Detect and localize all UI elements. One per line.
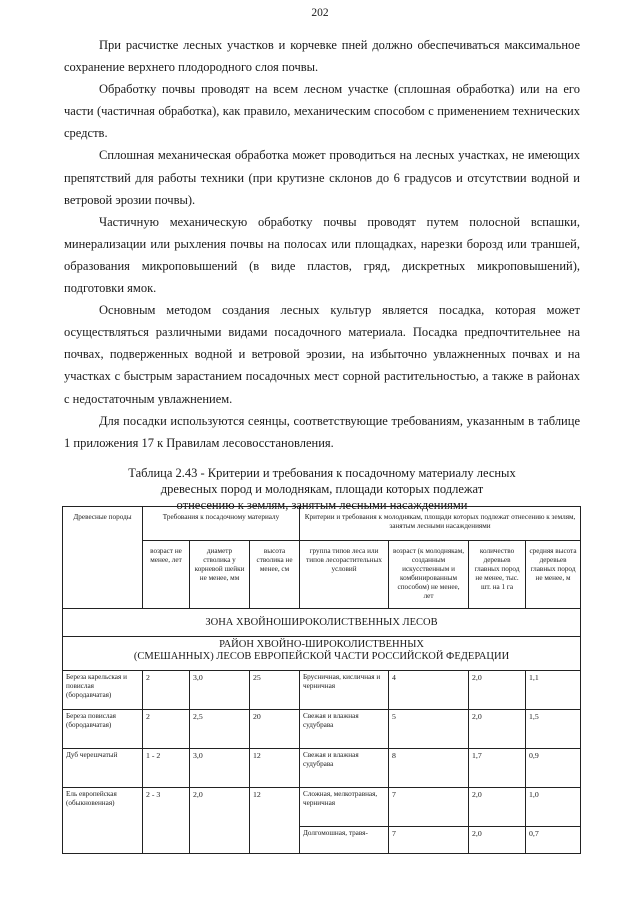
tree-count-cell: 2,0 (469, 788, 526, 827)
header-mean-height: средняя высота деревьев главных пород не менее, м (526, 541, 581, 609)
header-collar-diameter: диаметр стволика у корневой шейки не менее, мм (190, 541, 250, 609)
table-row (63, 710, 581, 749)
table-row (63, 749, 581, 788)
header-age: возраст не менее, лет (143, 541, 190, 609)
diameter-cell: 3,0 (190, 749, 250, 788)
table-caption-line: Таблица 2.43 - Критерии и требования к посадочному материалу лесных (128, 466, 516, 480)
paragraph: Основным методом создания лесных культур является посадка, которая может осуществляться различными видами посадочного материала. Посадка предпочтительнее на почвах, подверженных водной и ветровой эрозии, на избыточно увлажненных почвах и на участках с быстрым зарастанием посадочных мест сорной растительностью, а также в районах с недостаточным увлажнением. (64, 303, 580, 406)
mean-height-cell: 0,7 (526, 827, 581, 854)
header-forest-type-group: группа типов леса или типов лесорастительных условий (300, 541, 389, 609)
diameter-cell: 2,0 (190, 788, 250, 854)
species-cell: Береза повислая (бородавчатая) (63, 710, 143, 749)
paragraph: Обработку почвы проводят на всем лесном участке (сплошная обработка) или на его части (частичная обработка), как правило, механическим способом с применением технических средств. (64, 82, 580, 141)
age-cell: 2 (143, 710, 190, 749)
header-row (63, 507, 581, 541)
mean-height-cell: 0,9 (526, 749, 581, 788)
mean-height-cell: 1,1 (526, 671, 581, 710)
requirements-table (62, 506, 581, 854)
forest-type-cell: Брусничная, кисличная и черничная (300, 671, 389, 710)
header-young-stands: Критерии и требования к молоднякам, площади которых подлежат отнесению к землям, занятым лесными насаждениями (300, 507, 581, 541)
page-number: 202 (311, 7, 329, 19)
header-main-tree-count: количество деревьев главных пород не менее, тыс. шт. на 1 га (469, 541, 526, 609)
height-cell: 12 (250, 788, 300, 854)
diameter-cell: 3,0 (190, 671, 250, 710)
forest-type-cell: Свежая и влажная судубрава (300, 710, 389, 749)
tree-count-cell: 2,0 (469, 710, 526, 749)
age-cell: 2 - 3 (143, 788, 190, 854)
mean-height-cell: 1,0 (526, 788, 581, 827)
tree-count-cell: 2,0 (469, 827, 526, 854)
body-text (64, 34, 580, 454)
height-cell: 25 (250, 671, 300, 710)
forest-type-cell: Сложная, мелкотравная, черничная (300, 788, 389, 827)
stand-age-cell: 7 (389, 827, 469, 854)
paragraph: Для посадки используются сеянцы, соответствующие требованиям, указанным в таблице 1 приложения 17 к Правилам лесовосстановления. (64, 413, 580, 450)
paragraph: Сплошная механическая обработка может проводиться на лесных участках, не имеющих препятствий для работы техники (при крутизне склонов до 6 градусов и отсутствии водной и ветровой эрозии почвы). (64, 148, 580, 207)
region-title-line: РАЙОН ХВОЙНО-ШИРОКОЛИСТВЕННЫХ (219, 639, 424, 650)
height-cell: 20 (250, 710, 300, 749)
header-species: Древесные породы (63, 507, 143, 609)
forest-type-cell: Долгомошная, травя- (300, 827, 389, 854)
forest-type-cell: Свежая и влажная судубрава (300, 749, 389, 788)
zone-row (63, 609, 581, 637)
table-row (63, 671, 581, 710)
species-cell: Ель европейская (обыкновенная) (63, 788, 143, 854)
region-title-line: (СМЕШАННЫХ) ЛЕСОВ ЕВРОПЕЙСКОЙ ЧАСТИ РОССИЙСКОЙ ФЕДЕРАЦИИ (133, 651, 510, 662)
mean-height-cell: 1,5 (526, 710, 581, 749)
stand-age-cell: 8 (389, 749, 469, 788)
height-cell: 12 (250, 749, 300, 788)
stand-age-cell: 4 (389, 671, 469, 710)
region-title (63, 637, 581, 671)
species-cell: Береза карельская и повислая (бородавчатая) (63, 671, 143, 710)
age-cell: 2 (143, 671, 190, 710)
header-height: высота стволика не менее, см (250, 541, 300, 609)
table-row (63, 788, 581, 827)
tree-count-cell: 2,0 (469, 671, 526, 710)
stand-age-cell: 7 (389, 788, 469, 827)
table-caption-line: отнесению к землям, занятым лесными насаждениями (176, 498, 468, 512)
region-row (63, 637, 581, 671)
header-planting-material: Требования к посадочному материалу (143, 507, 300, 541)
table-caption-line: древесных пород и молоднякам, площади которых подлежат (160, 482, 484, 496)
age-cell: 1 - 2 (143, 749, 190, 788)
paragraph: При расчистке лесных участков и корчевке пней должно обеспечиваться максимальное сохранение верхнего плодородного слоя почвы. (64, 38, 580, 75)
header-stand-age: возраст (к молоднякам, созданным искусственным и комбинированным способом) не менее, лет (389, 541, 469, 609)
tree-count-cell: 1,7 (469, 749, 526, 788)
species-cell: Дуб черешчатый (63, 749, 143, 788)
diameter-cell: 2,5 (190, 710, 250, 749)
stand-age-cell: 5 (389, 710, 469, 749)
paragraph: Частичную механическую обработку почвы проводят путем полосной вспашки, минерализации или рыхления почвы на полосах или площадках, нарезки борозд или траншей, образования микроповышений (в виде пластов, гряд, дискретных микроповышений), подготовки ямок. (64, 214, 580, 296)
zone-title: ЗОНА ХВОЙНОШИРОКОЛИСТВЕННЫХ ЛЕСОВ (63, 609, 581, 637)
